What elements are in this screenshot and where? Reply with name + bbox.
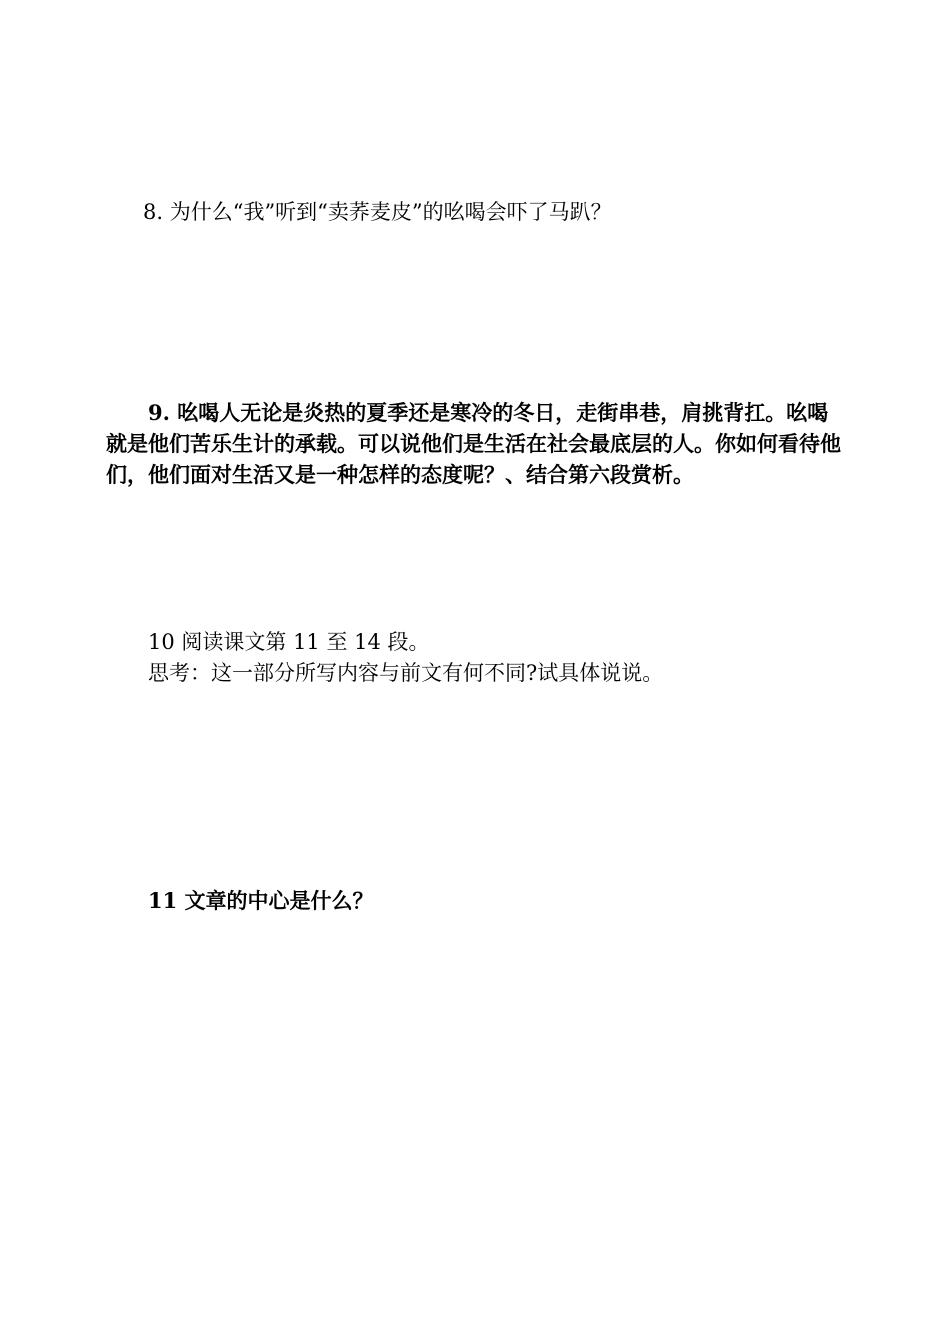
question-9-text: 9. 吆喝人无论是炎热的夏季还是寒冷的冬日，走街串巷，肩挑背扛。吆喝就是他们苦乐生计的承载。可以说他们是生活在社会最底层的人。你如何看待他们，他们面对生活又是一种怎样的态度呢？、结合第六段赏析。: [106, 400, 841, 487]
question-11: [106, 885, 890, 916]
question-8-text: 8. 为什么“我”听到“卖荞麦皮”的吆喝会吓了马趴？: [143, 200, 612, 224]
question-9: [106, 397, 848, 490]
question-10-think: 思考：这一部分所写内容与前文有何不同?试具体说说。: [148, 661, 664, 685]
question-8: [106, 197, 885, 228]
question-10: [106, 627, 890, 689]
question-11-text: 11 文章的中心是什么？: [148, 888, 374, 913]
question-10-prompt: 10 阅读课文第 11 至 14 段。: [148, 630, 430, 654]
